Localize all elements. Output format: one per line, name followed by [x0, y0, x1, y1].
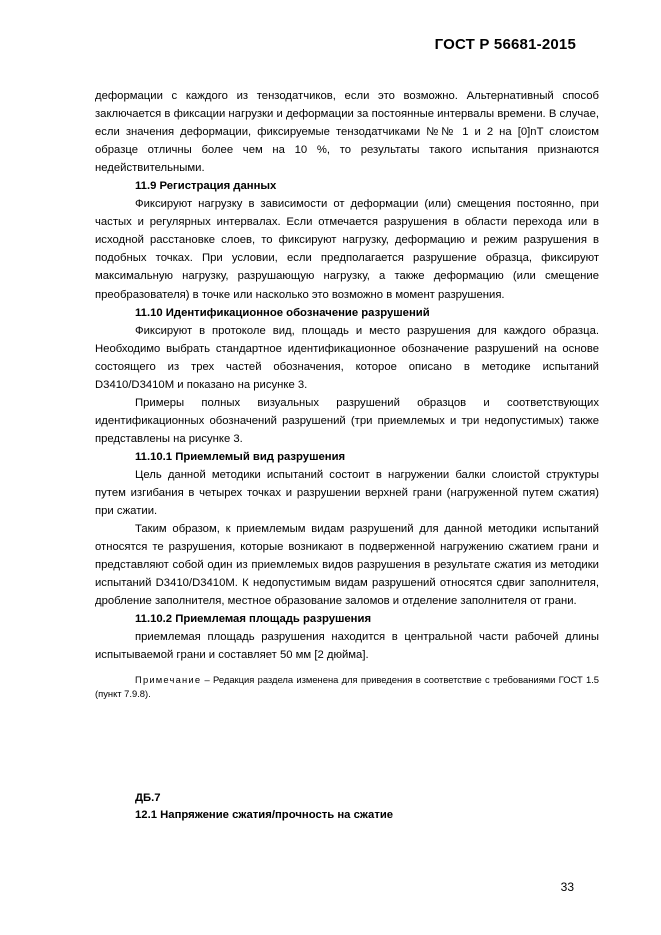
main-text: [95, 87, 599, 701]
page-number: 33: [560, 880, 574, 894]
note-label: Примечание: [135, 673, 202, 685]
paragraph-continuation: деформации с каждого из тензодатчиков, если это возможно. Альтернативный способ заключается в фиксации нагрузки и деформации за постоянные интервалы времени. В случае, если значения деформации, фиксируемые тензодатчиками №№ 1 и 2 на [0]nT слоистом образце отличны более чем на 10 %, то результаты такого испытания признаются недействительными.: [95, 90, 599, 175]
section-heading-11-10: 11.10 Идентификационное обозначение разрушений: [135, 306, 430, 319]
section-heading-11-10-1: 11.10.1 Приемлемый вид разрушения: [135, 450, 346, 463]
note-text: – Редакция раздела изменена для приведения в соответствие с требованиями ГОСТ 1.5 (пункт 7.9.8).: [95, 673, 599, 699]
paragraph-11-10-1-b: Таким образом, к приемлемым видам разрушений для данной методики испытаний относятся те разрушения, которые возникают в подверженной нагружению сжатием грани и представляют собой один из приемлемых видов разрушения в результате сжатия из методики испытаний D3410/D3410M. К недопустимым видам разрушений относятся сдвиг заполнителя, дробление заполнителя, местное образование заломов и отделение заполнителя от грани.: [95, 523, 599, 608]
note: [95, 673, 599, 701]
appendix-block: [135, 790, 393, 824]
appendix-heading: 12.1 Напряжение сжатия/прочность на сжатие: [135, 809, 394, 821]
section-heading-11-9: 11.9 Регистрация данных: [135, 180, 277, 193]
paragraph-11-10-1-a: Цель данной методики испытаний состоит в нагружении балки слоистой структуры путем изгибания в четырех точках и разрушении верхней грани (нагруженной путем сжатия) при сжатии.: [95, 468, 599, 518]
appendix-label: ДБ.7: [135, 792, 161, 804]
paragraph-11-10-2: приемлемая площадь разрушения находится в центральной части рабочей длины испытываемой грани и составляет 50 мм [2 дюйма].: [95, 631, 599, 662]
paragraph-11-9: Фиксируют нагрузку в зависимости от деформации (или) смещения постоянно, при частых и регулярных интервалах. Если отмечается разрушения в области перехода или в исходной расстановке слоев, то фиксируют нагрузку, деформацию и режим разрушения в подобных точках. При условии, если предполагается разрушение образца, фиксируют максимальную нагрузку, разрушающую нагрузку, а также деформацию (или смещение преобразователя) в точке или насколько это возможно в момент разрушения.: [95, 198, 599, 301]
section-heading-11-10-2: 11.10.2 Приемлемая площадь разрушения: [135, 613, 372, 626]
paragraph-11-10-a: Фиксируют в протоколе вид, площадь и место разрушения для каждого образца. Необходимо выбрать стандартное идентификационное обозначение разрушений на основе состоящего из трех частей обозначения, которое описано в методике испытаний D3410/D3410M и показано на рисунке 3.: [95, 324, 599, 391]
standard-code: ГОСТ Р 56681-2015: [434, 36, 576, 53]
paragraph-11-10-b: Примеры полных визуальных разрушений образцов и соответствующих идентификационных обозначений разрушений (три приемлемых и три недопустимых) также представлены на рисунке 3.: [95, 396, 599, 445]
